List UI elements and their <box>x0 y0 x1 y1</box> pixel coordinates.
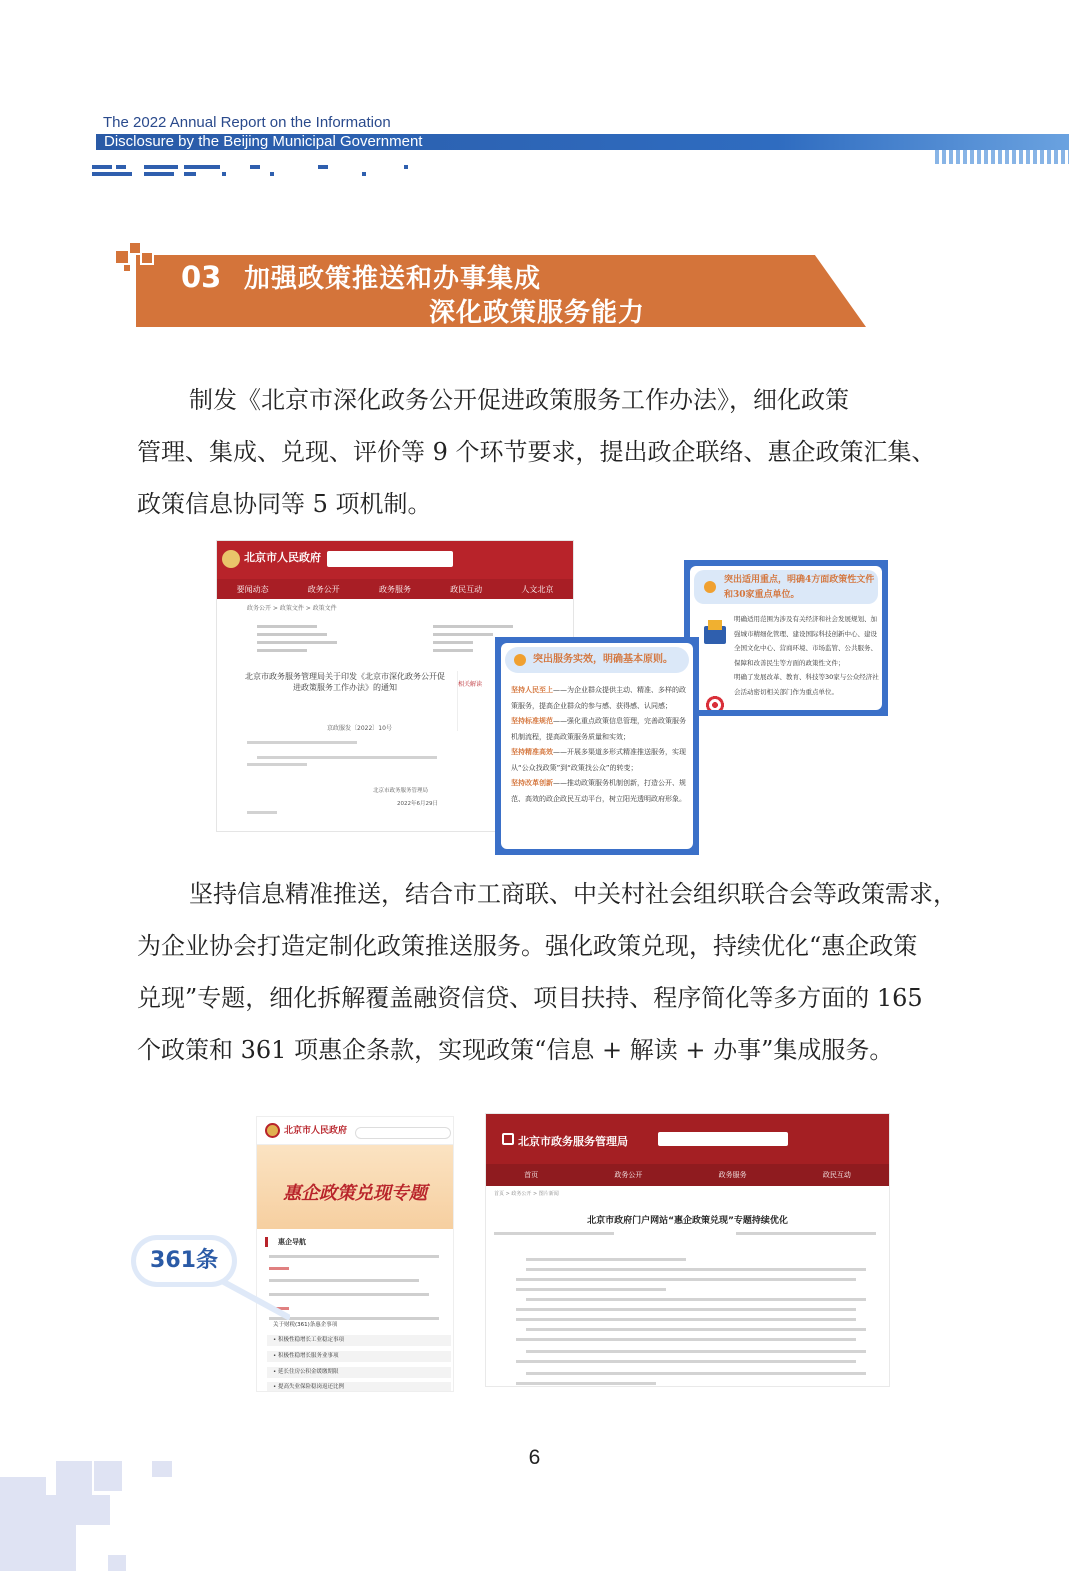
corner-squares-decoration <box>0 1455 180 1571</box>
topic-item: • 积极性稳增长服务业事项 <box>267 1351 451 1362</box>
principle-item: 坚持改革创新——推动政策服务机制创新，打造公开、规范、高效的政企政民互动平台，树立阳光透明政府形象。 <box>511 779 686 803</box>
section-title-line1: 加强政策推送和办事集成 <box>244 264 542 294</box>
topic-item: • 提高失业保险稳岗返还比例 <box>267 1382 451 1392</box>
nav-item: 人文北京 <box>521 584 554 594</box>
topic-banner-title: 惠企政策兑现专题 <box>283 1183 427 1204</box>
nav-item: 首页 <box>524 1171 539 1179</box>
principles-list <box>511 683 689 807</box>
principle-item: 坚持精准高效——开展多渠道多形式精准推送服务，实现从“公众找政策”到“政策找公众”的转变； <box>511 748 686 772</box>
count-badge: 361条 <box>136 1240 232 1282</box>
site-nav <box>486 1164 889 1186</box>
badge-pointer <box>220 1280 290 1320</box>
topic-item: • 积极性稳增长工业稳定事项 <box>267 1335 451 1346</box>
article-title: 北京市政府门户网站“惠企政策兑现”专题持续优化 <box>587 1216 788 1226</box>
site-title: 北京市政务服务管理局 <box>518 1135 628 1148</box>
section-banner <box>136 255 866 327</box>
banner-squares-decoration <box>114 241 174 289</box>
principles-card-heading: 突出服务实效，明确基本原则。 <box>505 647 689 673</box>
search-box <box>355 1127 451 1139</box>
scope-text-2: 明确了发展改革、教育、科技等30家与公众经济社会活动密切相关部门作为重点单位。 <box>734 673 879 696</box>
principles-card <box>495 637 699 855</box>
target-icon <box>704 694 726 710</box>
emblem-icon <box>265 1123 280 1138</box>
nav-item: 政务服务 <box>718 1171 747 1179</box>
building-icon <box>502 1133 514 1145</box>
section-number: 03 <box>181 260 222 294</box>
nav-item: 政务公开 <box>307 584 340 594</box>
paragraph-line: 制发《北京市深化政务公开促进政策服务工作办法》，细化政策 <box>189 386 849 414</box>
topic-item: • 延长住房公积金缓缴期限 <box>267 1367 451 1378</box>
search-box <box>658 1132 788 1146</box>
paragraph-line: 个政策和 361 项惠企条款，实现政策“信息 + 解读 + 办事”集成服务。 <box>137 1036 894 1064</box>
scope-text-1: 明确适用范围为涉及有关经济和社会发展规划、加强城市精细化管理、建设国际科技创新中心、建设全国文化中心、营商环境、市场监管、公共服务、保障和改善民生等方面的政策性文件； <box>734 615 877 667</box>
paragraph-line: 为企业协会打造定制化政策推送服务。强化政策兑现，持续优化“惠企政策 <box>137 932 918 960</box>
news-article-screenshot <box>485 1113 890 1387</box>
paragraph-line: 政策信息协同等 5 项机制。 <box>137 490 432 518</box>
doc-signature: 北京市政务服务管理局 <box>373 788 429 794</box>
paragraph-line: 坚持信息精准推送，结合市工商联、中关村社会组织联合会等政策需求， <box>189 880 957 908</box>
section-title-line2: 深化政策服务能力 <box>429 298 646 328</box>
topic-banner <box>257 1145 453 1229</box>
search-box <box>327 551 453 567</box>
site-nav <box>217 579 573 599</box>
report-title-line2: Disclosure by the Beijing Municipal Government <box>104 133 423 150</box>
report-title-line1: The 2022 Annual Report on the Information <box>103 114 391 131</box>
header-dots-decoration <box>92 165 422 179</box>
nav-item: 政务公开 <box>614 1171 643 1179</box>
scope-card <box>684 560 888 716</box>
document-icon <box>704 626 726 644</box>
related-label: 相关解读 <box>458 681 483 688</box>
nav-item: 政民互动 <box>822 1171 851 1179</box>
doc-title: 北京市政务服务管理局关于印发《北京市深化政务公开促进政策服务工作办法》的通知 <box>245 672 445 692</box>
scope-card-text <box>734 612 880 699</box>
paragraph-line: 兑现”专题，细化拆解覆盖融资信贷、项目扶持、程序简化等多方面的 165 <box>137 984 923 1012</box>
site-title: 北京市人民政府 <box>284 1126 348 1136</box>
breadcrumb: 首页 > 政务公开 > 图片新闻 <box>494 1191 559 1197</box>
scope-card-heading: 突出适用重点，明确4方面政策性文件和30家重点单位。 <box>694 570 878 604</box>
paragraph-line: 管理、集成、兑现、评价等 9 个环节要求，提出政企联络、惠企政策汇集、 <box>137 438 936 466</box>
lightbulb-icon <box>704 581 716 593</box>
paragraph-1 <box>137 374 936 530</box>
lightbulb-icon <box>514 654 526 666</box>
header-stripes <box>935 150 1069 164</box>
doc-number: 京政服发〔2022〕10号 <box>327 725 392 732</box>
doc-date: 2022年6月29日 <box>397 801 438 807</box>
nav-item: 政民互动 <box>450 584 483 594</box>
breadcrumb: 政务公开 > 政策文件 > 政策文件 <box>247 605 337 612</box>
emblem-icon <box>222 550 240 568</box>
nav-item: 要闻动态 <box>236 584 269 594</box>
paragraph-2 <box>137 868 957 1076</box>
policy-topic-screenshot <box>256 1116 454 1392</box>
site-title: 北京市人民政府 <box>244 551 321 564</box>
page-number: 6 <box>528 1446 541 1469</box>
principle-item: 坚持人民至上——为企业群众提供主动、精准、多样的政策服务，提高企业群众的参与感、获得感、认同感； <box>511 686 686 710</box>
topic-item: 关于财税(361)条惠企事项 <box>273 1322 338 1328</box>
nav-item: 政务服务 <box>378 584 411 594</box>
principle-item: 坚持标准规范——强化重点政策信息管理，完善政策服务机制流程，提高政策服务质量和实效； <box>511 717 686 741</box>
topic-nav-label: 惠企导航 <box>265 1237 306 1247</box>
